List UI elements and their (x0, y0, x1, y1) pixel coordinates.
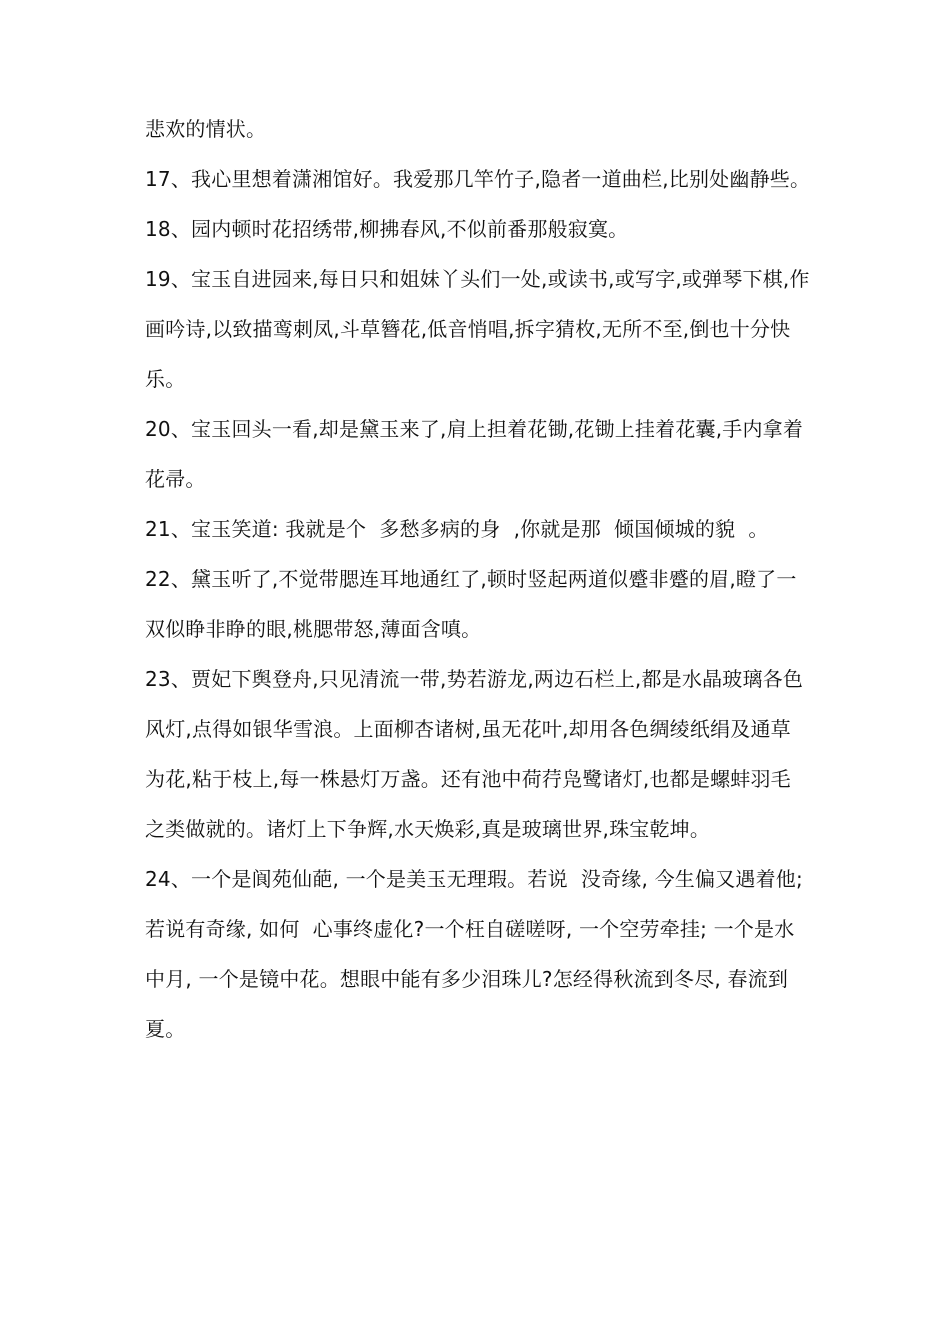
paragraph-24: 24、一个是阆苑仙葩, 一个是美玉无理瑕。若说 没奇缘, 今生偏又遇着他;若说有奇缘, 如何 心事终虚化?一个枉自磋嗟呀, 一个空劳牵挂; 一个是水中月, 一个是镜中花。想眼中能有多少泪珠儿?怎经得秋流到冬尽, 春流到夏。 (145, 867, 803, 1041)
paragraph-22: 22、黛玉听了,不觉带腮连耳地通红了,顿时竖起两道似蹙非蹙的眉,瞪了一双似睁非睁的眼,桃腮带怒,薄面含嗔。 (145, 567, 797, 641)
paragraph-21: 21、宝玉笑道: 我就是个 多愁多病的身 ,你就是那 倾国倾城的貌 。 (145, 517, 769, 541)
paragraph-18: 18、园内顿时花招绣带,柳拂春风,不似前番那般寂寞。 (145, 217, 629, 241)
paragraph-20: 20、宝玉回头一看,却是黛玉来了,肩上担着花锄,花锄上挂着花囊,手内拿着花帚。 (145, 417, 804, 491)
paragraph-continuation: 悲欢的情状。 (145, 117, 267, 141)
document-body (145, 104, 811, 1054)
paragraph-17: 17、我心里想着潇湘馆好。我爱那几竿竹子,隐者一道曲栏,比别处幽静些。 (145, 167, 811, 191)
paragraph-19: 19、宝玉自进园来,每日只和姐妹丫头们一处,或读书,或写字,或弹琴下棋,作画吟诗,以致描鸾刺凤,斗草簪花,低音悄唱,拆字猜枚,无所不至,倒也十分快乐。 (145, 267, 810, 391)
paragraph-23: 23、贾妃下舆登舟,只见清流一带,势若游龙,两边石栏上,都是水晶玻璃各色风灯,点得如银华雪浪。上面柳杏诸树,虽无花叶,却用各色绸绫纸绢及通草为花,粘于枝上,每一株悬灯万盏。还有池中荷荇凫鹭诸灯,也都是螺蚌羽毛之类做就的。诸灯上下争辉,水天焕彩,真是玻璃世界,珠宝乾坤。 (145, 667, 804, 841)
